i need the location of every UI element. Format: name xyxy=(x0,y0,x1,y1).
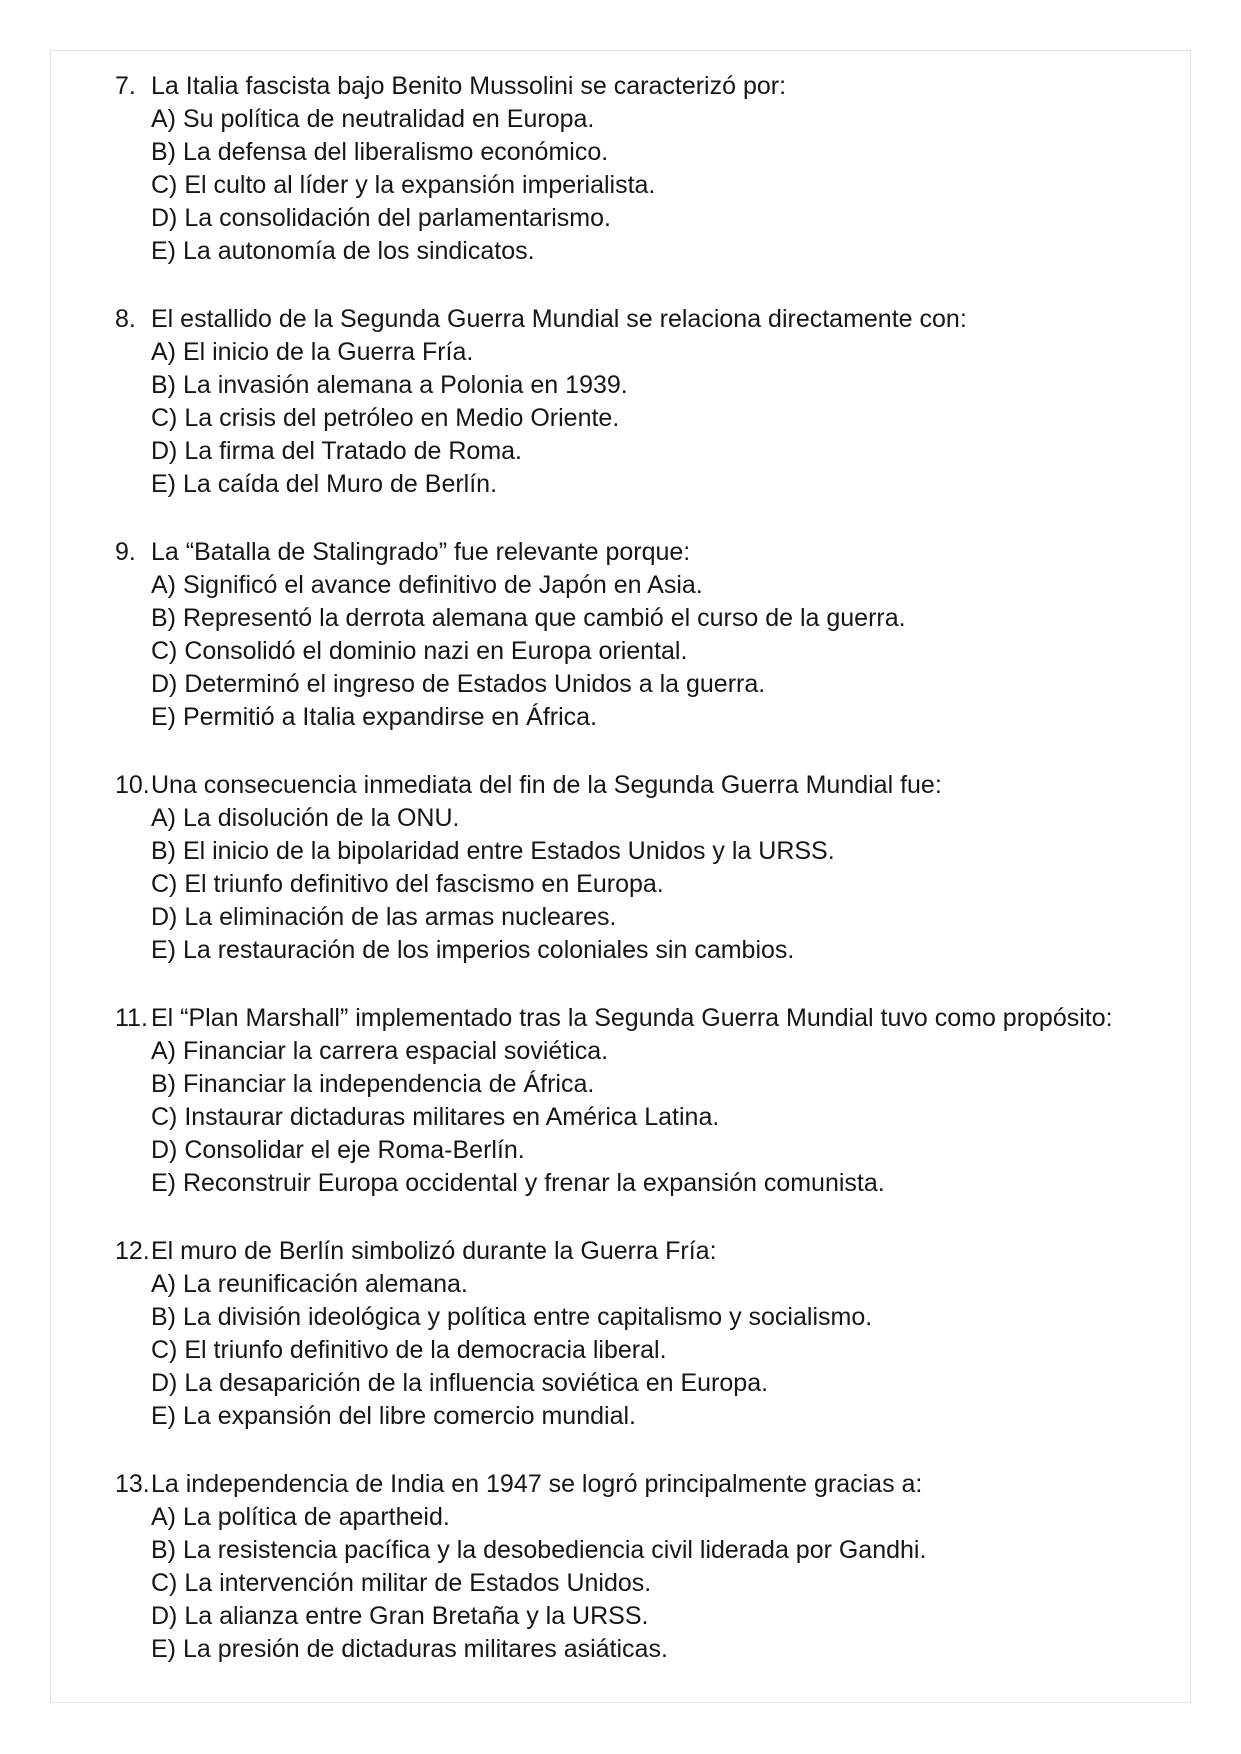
question-title xyxy=(115,70,1162,103)
option-a: A) La disolución de la ONU. xyxy=(151,804,460,832)
question-text: El estallido de la Segunda Guerra Mundial se relaciona directamente con: xyxy=(151,305,967,333)
question-number: 10. xyxy=(115,771,150,799)
option-d: D) La desaparición de la influencia soviética en Europa. xyxy=(151,1369,769,1397)
question-title xyxy=(115,1468,1162,1501)
option-a: A) La política de apartheid. xyxy=(151,1503,450,1531)
option-b: B) La resistencia pacífica y la desobediencia civil liderada por Gandhi. xyxy=(151,1536,927,1564)
option-d: D) La alianza entre Gran Bretaña y la URSS. xyxy=(151,1602,649,1630)
question-title xyxy=(115,769,1162,802)
option-e: E) La restauración de los imperios coloniales sin cambios. xyxy=(151,936,795,964)
option-c: C) El triunfo definitivo de la democracia liberal. xyxy=(151,1336,667,1364)
option-c: C) Consolidó el dominio nazi en Europa oriental. xyxy=(151,637,688,665)
option-c: C) El triunfo definitivo del fascismo en Europa. xyxy=(151,870,664,898)
option-e: E) La caída del Muro de Berlín. xyxy=(151,470,498,498)
option-b: B) La defensa del liberalismo económico. xyxy=(151,138,609,166)
question-text: La “Batalla de Stalingrado” fue relevante porque: xyxy=(151,538,691,566)
question-text: El “Plan Marshall” implementado tras la Segunda Guerra Mundial tuvo como propósito: xyxy=(151,1004,1113,1032)
option-b: B) La división ideológica y política entre capitalismo y socialismo. xyxy=(151,1303,873,1331)
question-11 xyxy=(115,1002,1162,1200)
question-text: La independencia de India en 1947 se logró principalmente gracias a: xyxy=(151,1470,923,1498)
question-title xyxy=(115,303,1162,336)
question-7 xyxy=(115,70,1162,268)
question-number: 11. xyxy=(115,1004,148,1032)
option-e: E) La expansión del libre comercio mundial. xyxy=(151,1402,636,1430)
option-e: E) Reconstruir Europa occidental y frenar la expansión comunista. xyxy=(151,1169,885,1197)
option-b: B) Representó la derrota alemana que cambió el curso de la guerra. xyxy=(151,604,906,632)
question-number: 8. xyxy=(115,305,136,333)
option-d: D) La eliminación de las armas nucleares. xyxy=(151,903,617,931)
question-text: Una consecuencia inmediata del fin de la Segunda Guerra Mundial fue: xyxy=(151,771,942,799)
question-number: 13. xyxy=(115,1470,150,1498)
question-number: 12. xyxy=(115,1237,150,1265)
option-e: E) La presión de dictaduras militares asiáticas. xyxy=(151,1635,668,1663)
question-title xyxy=(115,1002,1162,1035)
option-a: A) Significó el avance definitivo de Japón en Asia. xyxy=(151,571,703,599)
option-e: E) La autonomía de los sindicatos. xyxy=(151,237,535,265)
option-a: A) El inicio de la Guerra Fría. xyxy=(151,338,474,366)
option-b: B) Financiar la independencia de África. xyxy=(151,1070,595,1098)
question-12 xyxy=(115,1235,1162,1433)
option-e: E) Permitió a Italia expandirse en África. xyxy=(151,703,598,731)
option-b: B) El inicio de la bipolaridad entre Estados Unidos y la URSS. xyxy=(151,837,835,865)
option-b: B) La invasión alemana a Polonia en 1939. xyxy=(151,371,628,399)
option-c: C) Instaurar dictaduras militares en América Latina. xyxy=(151,1103,720,1131)
question-10 xyxy=(115,769,1162,967)
option-d: D) La firma del Tratado de Roma. xyxy=(151,437,522,465)
question-title xyxy=(115,1235,1162,1268)
question-text: La Italia fascista bajo Benito Mussolini se caracterizó por: xyxy=(151,72,787,100)
question-text: El muro de Berlín simbolizó durante la Guerra Fría: xyxy=(151,1237,717,1265)
question-9 xyxy=(115,536,1162,734)
option-a: A) La reunificación alemana. xyxy=(151,1270,468,1298)
option-d: D) Consolidar el eje Roma-Berlín. xyxy=(151,1136,525,1164)
option-d: D) La consolidación del parlamentarismo. xyxy=(151,204,611,232)
option-a: A) Su política de neutralidad en Europa. xyxy=(151,105,595,133)
question-8 xyxy=(115,303,1162,501)
question-number: 7. xyxy=(115,72,136,100)
option-c: C) La intervención militar de Estados Unidos. xyxy=(151,1569,652,1597)
question-13 xyxy=(115,1468,1162,1666)
question-title xyxy=(115,536,1162,569)
document-page xyxy=(50,50,1191,1703)
option-a: A) Financiar la carrera espacial soviética. xyxy=(151,1037,609,1065)
question-number: 9. xyxy=(115,538,136,566)
option-c: C) El culto al líder y la expansión imperialista. xyxy=(151,171,656,199)
option-c: C) La crisis del petróleo en Medio Oriente. xyxy=(151,404,620,432)
option-d: D) Determinó el ingreso de Estados Unidos a la guerra. xyxy=(151,670,766,698)
